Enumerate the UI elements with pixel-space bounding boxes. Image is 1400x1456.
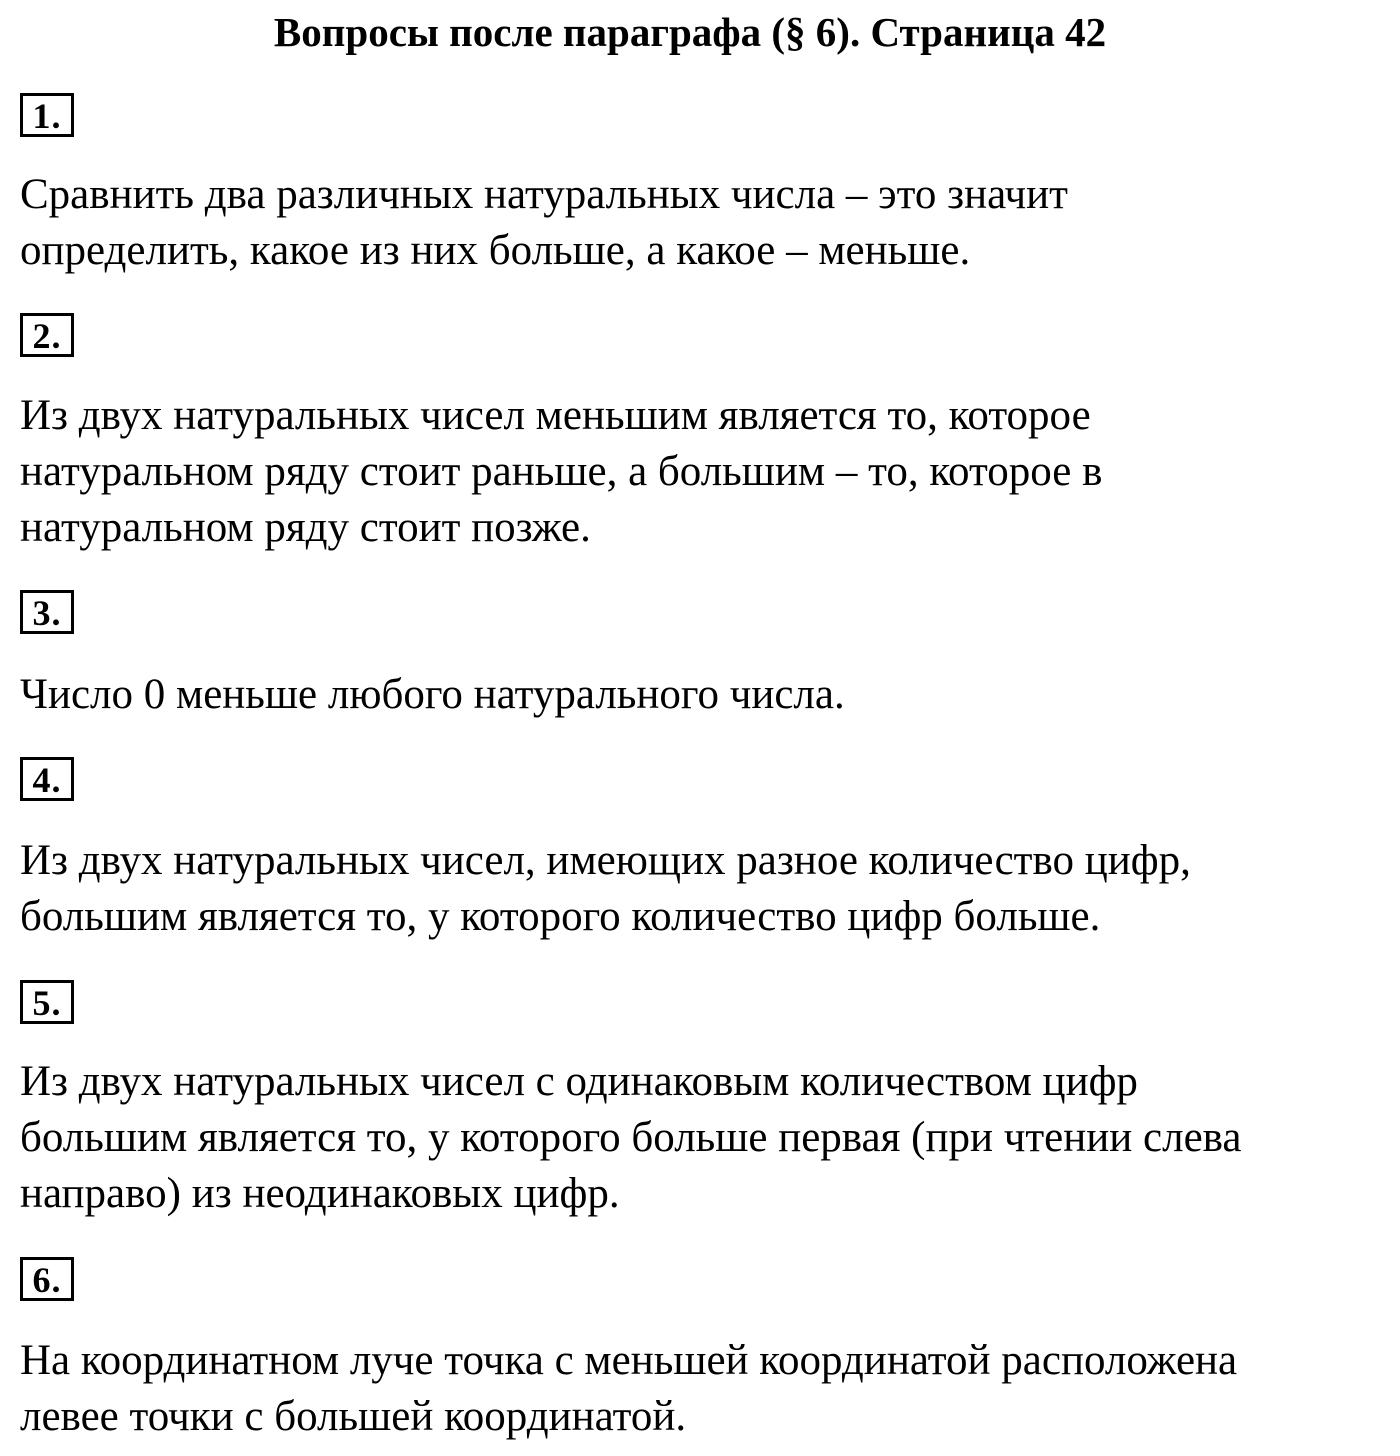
- answer-3: [20, 667, 1380, 723]
- answer-line: Сравнить два различных натуральных числа – это значит: [20, 171, 1068, 218]
- answer-line: натуральном ряду стоит позже.: [20, 504, 591, 551]
- answer-line: левее точки с большей координатой.: [20, 1393, 687, 1440]
- answer-1: [20, 167, 1380, 279]
- answer-2: [20, 388, 1380, 556]
- answer-line: Число 0 меньше любого натурального числа.: [20, 671, 845, 718]
- question-number-2: 2.: [20, 313, 74, 357]
- answer-line: натуральном ряду стоит раньше, а большим – то, которое в: [20, 448, 1103, 495]
- answer-line: большим является то, у которого количество цифр больше.: [20, 893, 1101, 940]
- answer-5: [20, 1054, 1380, 1222]
- answer-line: большим является то, у которого больше первая (при чтении слева: [20, 1114, 1242, 1161]
- answer-4: [20, 833, 1380, 945]
- question-number-6: 6.: [20, 1257, 74, 1301]
- answer-line: Из двух натуральных чисел меньшим является то, которое: [20, 392, 1091, 439]
- question-number-4: 4.: [20, 757, 74, 801]
- question-number-1: 1.: [20, 93, 74, 137]
- answer-line: определить, какое из них больше, а какое – меньше.: [20, 227, 971, 274]
- answer-line: Из двух натуральных чисел, имеющих разное количество цифр,: [20, 837, 1191, 884]
- answer-6: [20, 1333, 1380, 1445]
- answer-line: Из двух натуральных чисел с одинаковым количеством цифр: [20, 1058, 1138, 1105]
- question-number-3: 3.: [20, 590, 74, 634]
- page-title: Вопросы после параграфа (§ 6). Страница 42: [273, 9, 1107, 55]
- answer-line: направо) из неодинаковых цифр.: [20, 1170, 620, 1217]
- question-number-5: 5.: [20, 980, 74, 1024]
- answer-line: На координатном луче точка с меньшей координатой расположена: [20, 1337, 1238, 1384]
